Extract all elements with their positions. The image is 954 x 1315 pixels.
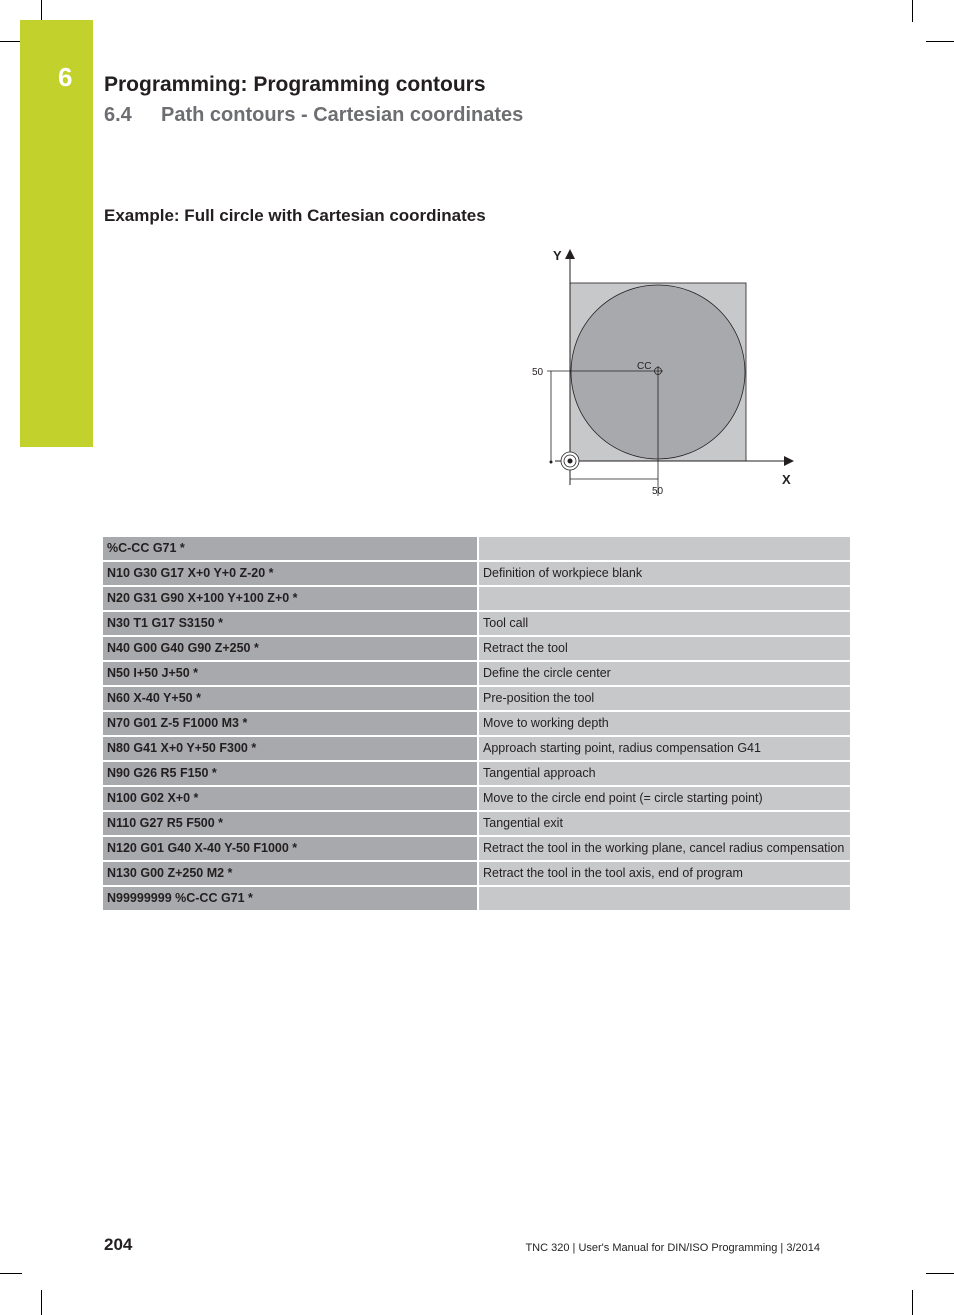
nc-code-cell: N60 X-40 Y+50 * (103, 686, 478, 711)
description-cell (478, 537, 850, 561)
nc-code-cell: N20 G31 G90 X+100 Y+100 Z+0 * (103, 586, 478, 611)
nc-code-cell: N90 G26 R5 F150 * (103, 761, 478, 786)
section-number: 6.4 (104, 104, 132, 126)
nc-code-cell: N110 G27 R5 F500 * (103, 811, 478, 836)
crop-mark (926, 1273, 954, 1274)
description-cell: Retract the tool in the working plane, cancel radius compensation (478, 836, 850, 861)
description-cell: Move to working depth (478, 711, 850, 736)
nc-code-cell: N80 G41 X+0 Y+50 F300 * (103, 736, 478, 761)
nc-code-cell: N30 T1 G17 S3150 * (103, 611, 478, 636)
table-row (103, 861, 850, 886)
table-row (103, 811, 850, 836)
table-row (103, 711, 850, 736)
footer-text: TNC 320 | User's Manual for DIN/ISO Programming | 3/2014 (525, 1242, 820, 1254)
start-point-icon (568, 459, 573, 464)
nc-code-cell: N10 G30 G17 X+0 Y+0 Z-20 * (103, 561, 478, 586)
table-row (103, 886, 850, 911)
description-cell (478, 586, 850, 611)
section-title: Path contours - Cartesian coordinates (161, 104, 524, 126)
description-cell: Define the circle center (478, 661, 850, 686)
crop-mark (912, 1290, 913, 1315)
program-table (103, 537, 850, 912)
crop-mark (912, 0, 913, 22)
nc-code-cell: N100 G02 X+0 * (103, 786, 478, 811)
chapter-tab (20, 20, 93, 447)
x-axis-label: X (782, 472, 791, 487)
description-cell: Retract the tool in the tool axis, end of program (478, 861, 850, 886)
center-label: CC (637, 361, 652, 372)
description-cell: Definition of workpiece blank (478, 561, 850, 586)
crop-mark (0, 41, 22, 42)
page-number: 204 (104, 1235, 133, 1254)
chapter-title: Programming: Programming contours (104, 73, 486, 96)
table-row (103, 586, 850, 611)
nc-code-cell: N40 G00 G40 G90 Z+250 * (103, 636, 478, 661)
section-heading (104, 104, 523, 127)
table-row (103, 836, 850, 861)
dimension-dot (550, 461, 553, 464)
nc-code-cell: N70 G01 Z-5 F1000 M3 * (103, 711, 478, 736)
nc-code-cell: N130 G00 Z+250 M2 * (103, 861, 478, 886)
chapter-number: 6 (58, 62, 73, 92)
crop-mark (0, 1273, 22, 1274)
circle-diagram (525, 240, 805, 500)
description-cell (478, 886, 850, 911)
table-row (103, 736, 850, 761)
description-cell: Tangential exit (478, 811, 850, 836)
table-row (103, 661, 850, 686)
table-row (103, 611, 850, 636)
description-cell: Tool call (478, 611, 850, 636)
table-row (103, 537, 850, 561)
nc-code-cell: N120 G01 G40 X-40 Y-50 F1000 * (103, 836, 478, 861)
x-dimension-label: 50 (652, 486, 664, 497)
table-row (103, 636, 850, 661)
description-cell: Retract the tool (478, 636, 850, 661)
description-cell: Approach starting point, radius compensation G41 (478, 736, 850, 761)
table-row (103, 761, 850, 786)
nc-code-cell: %C-CC G71 * (103, 537, 478, 561)
crop-mark (926, 41, 954, 42)
y-axis-label: Y (553, 248, 562, 263)
description-cell: Move to the circle end point (= circle starting point) (478, 786, 850, 811)
description-cell: Pre-position the tool (478, 686, 850, 711)
example-title: Example: Full circle with Cartesian coordinates (104, 206, 486, 225)
table-row (103, 686, 850, 711)
y-dimension-label: 50 (532, 367, 544, 378)
table-row (103, 561, 850, 586)
crop-mark (41, 1290, 42, 1315)
description-cell: Tangential approach (478, 761, 850, 786)
nc-code-cell: N99999999 %C-CC G71 * (103, 886, 478, 911)
table-row (103, 786, 850, 811)
crop-mark (41, 0, 42, 22)
nc-code-cell: N50 I+50 J+50 * (103, 661, 478, 686)
